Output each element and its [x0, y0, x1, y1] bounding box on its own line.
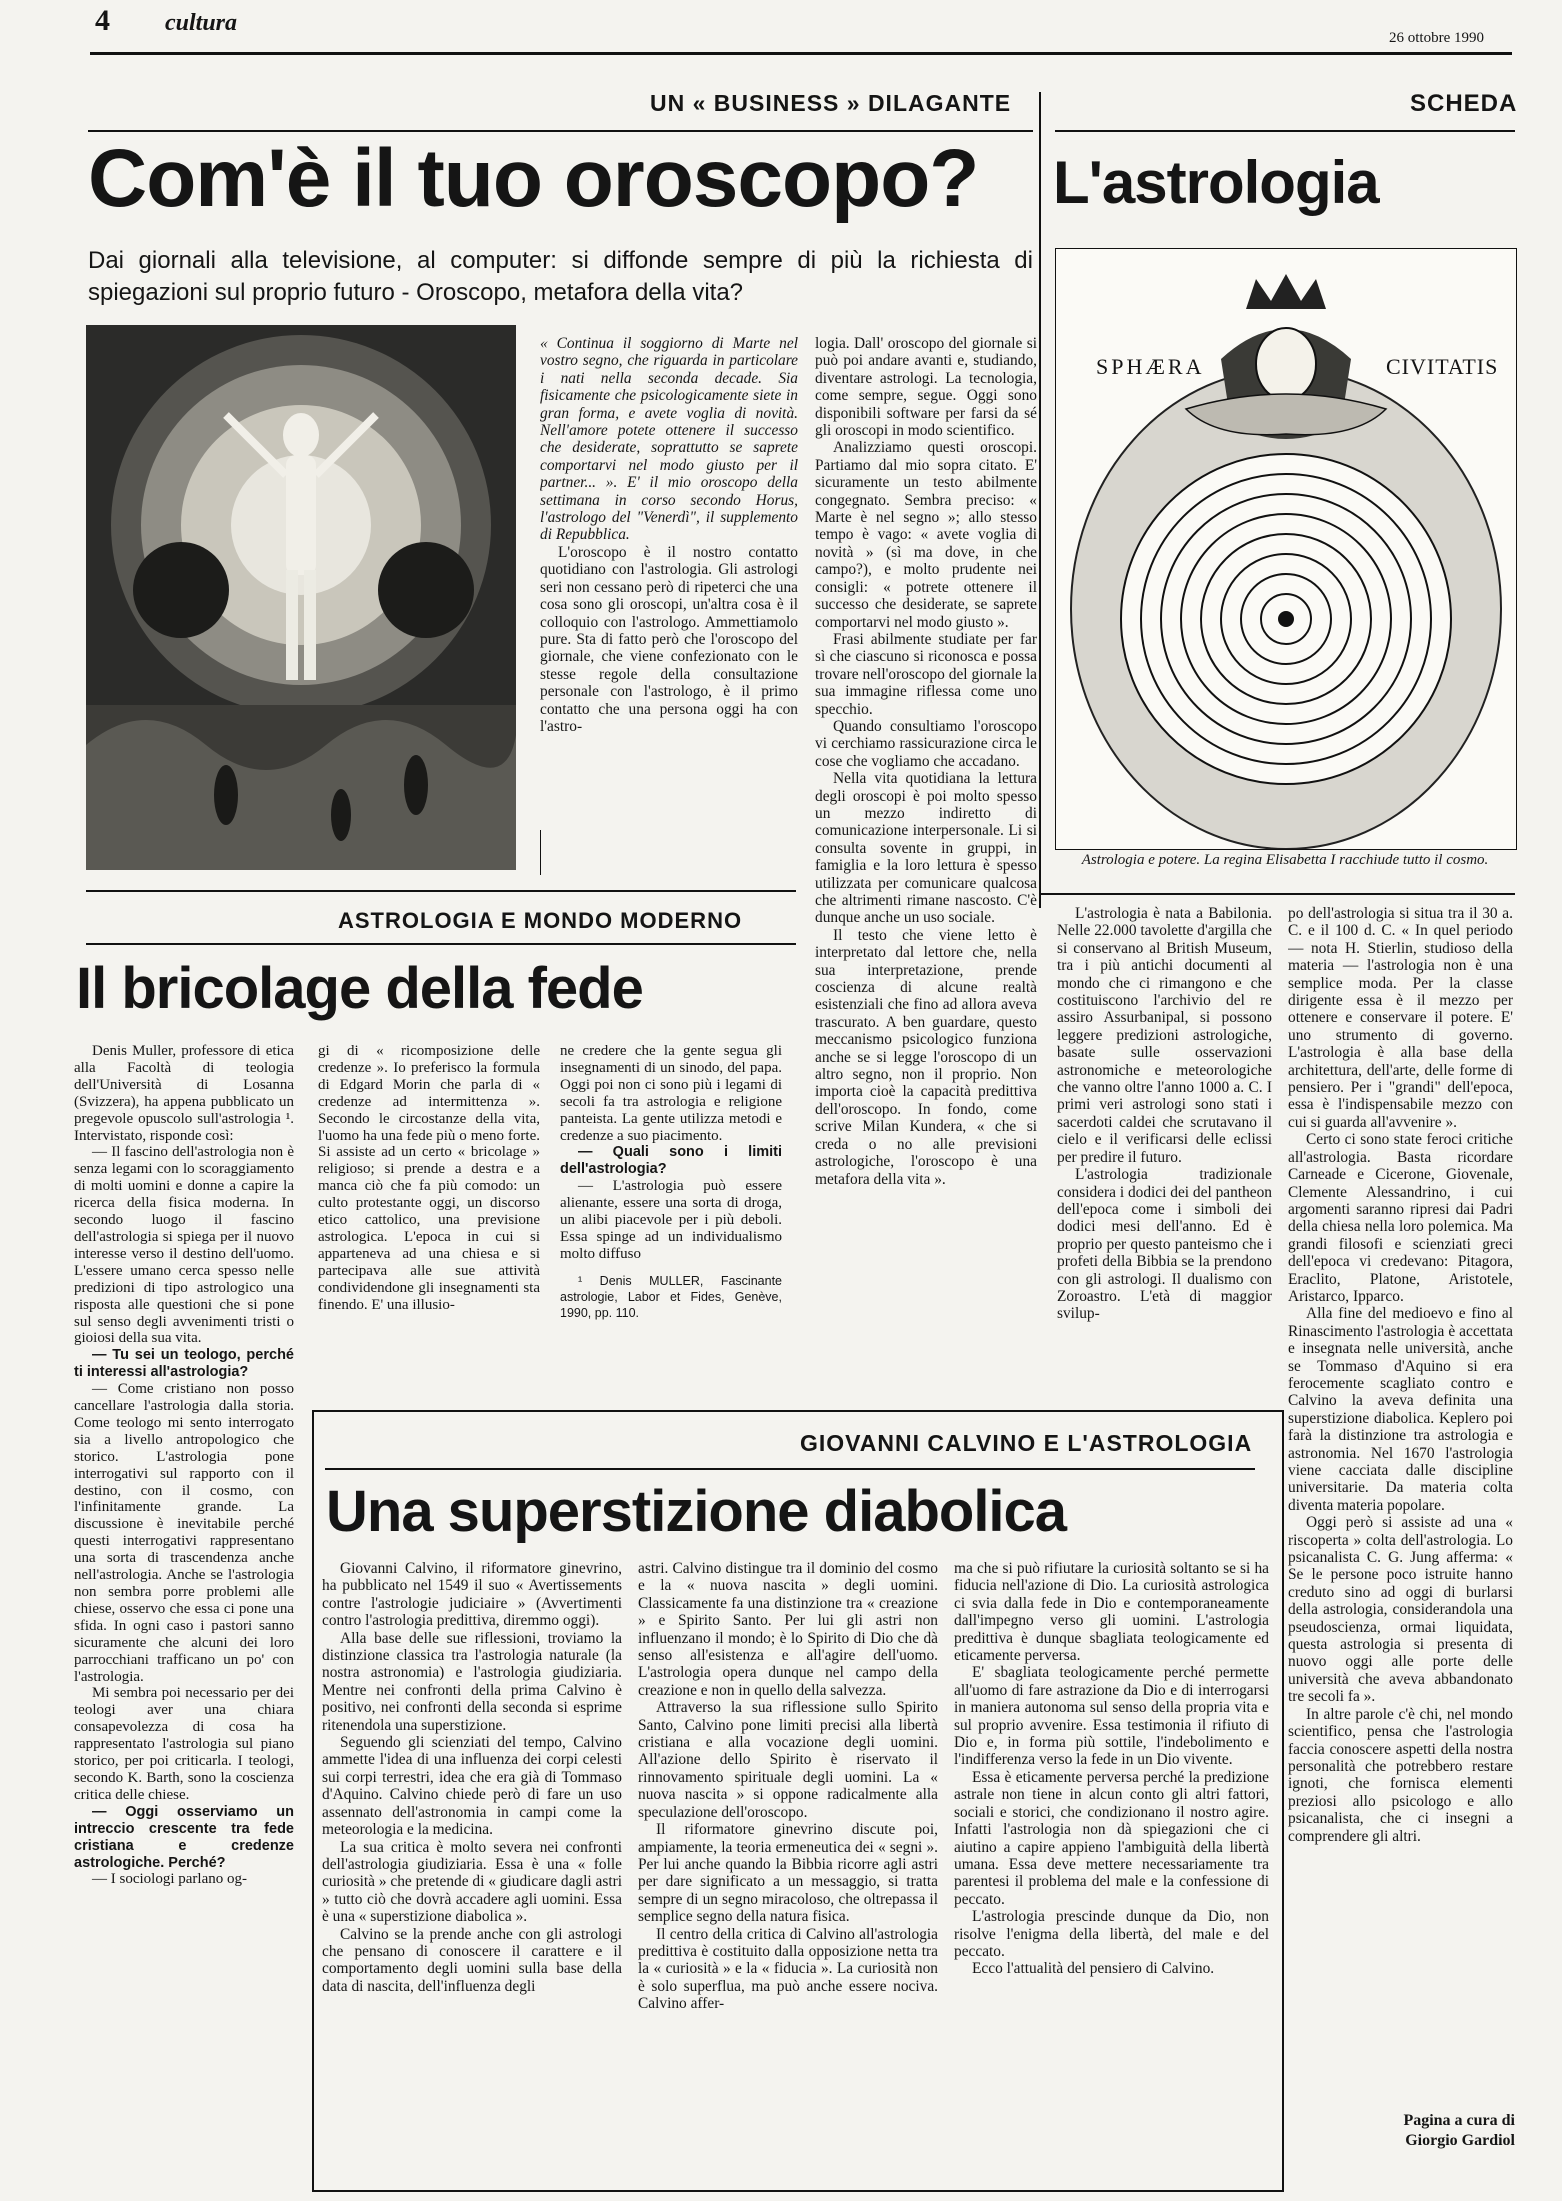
- scheda-col2-para-1: po dell'astrologia si situa tra il 30 a. C. e il 100 d. C. « In quel periodo — nota H. Stierlin, studioso della materia — l'astrologia non è una semplice moda. Per la classe dirigente essa è il mezzo per ottenere e conservare il potere. E' uno strumento di governo. L'astrologia è alla base della architettura, dell'arte, delle forme di pensiero. Per i "grandi" dell'epoca, essa è l'indispensabile mezzo con cui si guarda all'avvenire ».: [1288, 905, 1513, 1131]
- scheda-col2-para-4: Oggi però si assiste ad una « riscoperta » colta dell'astrologia. Lo psicanalista C. G. Jung afferma: « Se le persone poco istruite hanno creduto sino ad oggi di burlarsi della astrologia, considerandola una pseudoscienza, ormai liquidata, questa astrologia si presenta di nuovo oggi alle porte delle università che aveva abbandonato tre secoli fa ».: [1288, 1514, 1513, 1706]
- zodiac-figure-drawing: [86, 325, 516, 870]
- main-col2-para-2: Analizziamo questi oroscopi. Partiamo dal mio sopra citato. E' sicuramente un testo abilmente congegnato. Sembra preciso: « Marte è nel segno »; allo stesso tempo è vago: « avete voglia di novità » (sì ma dove, in che campo?), e molto prudente nei consigli: « potrete ottenere il successo che desiderate, se saprete comportarvi nel modo giusto ».: [815, 439, 1037, 631]
- main-col2-para-5: Nella vita quotidiana la lettura degli oroscopi è poi molto spesso un mezzo indiretto di comunicazione interpersonale. Li si consulta sovente in gruppi, in famiglia e la loro lettura è spesso utilizzata per comunicare qualcosa che altrimenti rimane nascosto. C'è dunque anche un uso sociale.: [815, 770, 1037, 927]
- engraving-caption: Astrologia e potere. La regina Elisabetta I racchiude tutto il cosmo.: [1081, 852, 1489, 868]
- calvino-col3-para-3: Essa è eticamente perversa perché la predizione astrale non tiene in alcun conto gli altri fattori, sociali e storici, che condizionano il nostro agire. Infatti l'astrologia non dà spiegazioni che ci aiutino a capire appieno l'ambiguità della libertà umana. Essa deve mettere necessariamente tra parentesi il problema del male e la confessione di peccato.: [954, 1768, 1269, 1908]
- masthead-rule: [90, 52, 1512, 55]
- calvino-col2-para-1: astri. Calvino distingue tra il dominio del cosmo e la « nuova nascita » degli uomini. Classicamente fa una distinzione tra « creazione » e Spirito Santo. Per lui gli astri non influenzano il mondo; è lo Spirito di Dio che dà senso all'esistenza e all'agire dell'uomo. L'astrologia opera dunque nel campo della creazione e non in quello della salvezza.: [638, 1560, 938, 1699]
- issue-date: 26 ottobre 1990: [1389, 30, 1484, 46]
- engraving-label-left: SPHÆRA: [1096, 354, 1205, 379]
- fede-col1-para-1: Denis Muller, professore di etica alla Facoltà di teologia dell'Università di Losanna (Svizzera), ha appena pubblicato un pregevole opuscolo sull'astrologia ¹. Intervistato, risponde così:: [74, 1043, 294, 1144]
- scheda-col2-para-3: Alla fine del medioevo e fino al Rinascimento l'astrologia è accettata e insegnata nelle università, anche se Tommaso d'Aquino si era ferocemente scagliato contro e Calvino la aveva definita una superstizione diabolica. Keplero poi farà la distinzione tra astrologia e astronomia. Nel 1670 l'astrologia viene cacciata dalle discipline universitarie. Da materia colta diventa materia popolare.: [1288, 1305, 1513, 1514]
- calvino-kicker: GIOVANNI CALVINO E L'ASTROLOGIA: [800, 1430, 1253, 1456]
- scheda-column-1: [1057, 905, 1272, 1405]
- scheda-col2-para-5: In altre parole c'è chi, nel mondo scientifico, pensa che l'astrologia faccia conoscere aspetti della nostra personalità che potrebbero restare ignoti, che fornisca elementi preziosi allo psicologo e allo psicanalista, che ci insegni a comprendere gli altri.: [1288, 1705, 1513, 1845]
- main-column-1: [540, 335, 798, 885]
- calvino-kicker-rule: [325, 1468, 1255, 1470]
- zodiac-illustration: [86, 325, 516, 870]
- calvino-col3-para-2: E' sbagliata teologicamente perché permette all'uomo di fare astrazione da Dio e di interrogarsi in maniera autonoma sul senso della propria vita e sul proprio avvenire. Essa testimonia il rifiuto di Dio e, in forma più sottile, l'indebolimento e l'indifferenza verso la fede in un Dio vivente.: [954, 1664, 1269, 1769]
- fede-col1-para-4: Mi sembra poi necessario per dei teologi aver una chiara consapevolezza di cosa ha rappresentato l'astrologia sul piano storico, per poi criticarla. I teologi, secondo K. Barth, sono la coscienza critica delle chiese.: [74, 1685, 294, 1803]
- scheda-label-rule: [1055, 130, 1515, 132]
- calvino-col2-para-2: Attraverso la sua riflessione sullo Spirito Santo, Calvino pone limiti precisi alla libertà cristiana e alla vocazione degli uomini. All'azione dello Spirito è riservato il rinnovamento spirituale degli uomini. La « nuova nascita » si oppone radicalmente alla speculazione dell'oroscopo.: [638, 1699, 938, 1821]
- fede-col2-para-1: gi di « ricomposizione delle credenze ». Io preferisco la formula di Edgard Morin che parla di « credenze ad intermittenza ». Secondo le circostanze della vita, l'uomo ha una fede più o meno forte. Si assiste ad un certo « bricolage » religioso; si prende a destra e a manca ciò che fa più comodo: un culto protestante oggi, un discorso etico cattolico, una previsione astrologica. L'epoca in cui si apparteneva ad una chiesa e si partecipava alle sue attività condividendone gli insegnamenti sta finendo. E' una illusio-: [318, 1043, 540, 1313]
- fede-kicker-rule: [86, 943, 796, 945]
- calvino-col1-para-3: Seguendo gli scienziati del tempo, Calvino ammette l'idea di una influenza dei corpi celesti sui corpi terrestri, idea che era già di Tommaso d'Aquino. Calvino chiede però di fare un uso assennato dell'astronomia in campi come la meteorologia e la medicina.: [322, 1734, 622, 1839]
- calvino-col1-para-2: Alla base delle sue riflessioni, troviamo la distinzione classica tra l'astrologia naturale (la nostra astronomia) e l'astrologia giudiziaria. Mentre nei confronti della prima Calvino è positivo, nei confronti della seconda si esprime ritenendola una superstizione.: [322, 1629, 622, 1734]
- fede-col1-para-5: — I sociologi parlano og-: [92, 1871, 247, 1888]
- main-col-rule: [540, 830, 541, 875]
- engraving-label-right: CIVITATIS: [1386, 354, 1499, 379]
- calvino-col3-para-4: L'astrologia prescinde dunque da Dio, non risolve l'enigma della libertà, del male e del peccato.: [954, 1908, 1269, 1960]
- fede-question-2: — Oggi osserviamo un intreccio crescente tra fede cristiana e credenze astrologiche. Perché?: [74, 1803, 294, 1871]
- main-col1-para-2: L'oroscopo è il nostro contatto quotidiano con l'astrologia. Gli astrologi seri non cessano però di ripeterci che una cosa sono gli oroscopi, un'altra cosa è il colloquio con l'astrologo. Ammettiamolo pure. Sta di fatto però che l'oroscopo del giornale, che viene confezionato con le stesse regole della consultazione personale con l'astrologo, è il primo contatto che una persona oggi ha con l'astro-: [540, 543, 798, 735]
- main-deck: Dai giornali alla televisione, al computer: si diffonde sempre di più la richiesta di spiegazioni sul proprio futuro - Oroscopo, metafora della vita?: [88, 247, 1033, 306]
- main-col2-para-3: Frasi abilmente studiate per far sì che ciascuno si riconosca e possa trovare nell'oroscopo del giornale la sua immagine riflessa come uno specchio.: [815, 630, 1037, 718]
- fede-column-1: [74, 1043, 294, 2201]
- fede-column-2: [318, 1043, 540, 1383]
- calvino-col2-para-3: Il riformatore ginevrino discute poi, ampiamente, la teoria ermeneutica dei « segni ». Per lui anche quando la Bibbia ricorre agli astri per dare significato a un messaggio, si tratta sempre di un segno miracoloso, che oltrepassa il semplice segno della natura fisica.: [638, 1821, 938, 1926]
- section-name: cultura: [165, 10, 238, 36]
- fede-kicker: ASTROLOGIA E MONDO MODERNO: [338, 908, 743, 933]
- main-column-2: [815, 335, 1037, 1360]
- calvino-column-1: [322, 1560, 622, 2180]
- page-credit-label: Pagina a cura di: [1403, 2112, 1515, 2129]
- calvino-col1-para-5: Calvino se la prende anche con gli astrologi che pensano di conoscere il carattere e il comportamento degli uomini sulla base della data di nascita, dell'influenza degli: [322, 1925, 622, 1995]
- scheda-col2-para-2: Certo ci sono state feroci critiche all'astrologia. Basta ricordare Carneade e Cicerone, Giovenale, Clemente Alessandrino, i cui argomenti saranno ripresi dai Padri della chiesa nella loro polemica. Ma grandi filosofi e scienziati greci dell'epoca vi credevano: Pitagora, Eraclito, Platone, Aristotele, Aristarco, Ipparco.: [1288, 1131, 1513, 1305]
- scheda-column-2: [1288, 905, 1513, 2090]
- scheda-col1-para-1: L'astrologia è nata a Babilonia. Nelle 22.000 tavolette d'argilla che si conservano al British Museum, tra i più antichi documenti al mondo che ci rimangono e che costituiscono l'archivio del re assiro Assurbanipal, si possono leggere predizioni astrologiche, basate sulle osservazioni astronomiche e meteorologiche che vanno oltre l'anno 1000 a. C. I primi veri astrologi sono stati i sacerdoti caldei che scrutavano il cielo e il verificarsi delle eclissi per predire il futuro.: [1057, 905, 1272, 1166]
- fede-question-1: — Tu sei un teologo, perché ti interessi all'astrologia?: [74, 1347, 294, 1381]
- cosmos-engraving-drawing: [1056, 249, 1516, 849]
- scheda-col1-para-2: L'astrologia tradizionale considera i dodici dei del pantheon dell'epoca come i simboli dei dodici mesi dell'anno. Ed è proprio per questo panteismo che i profeti della Bibbia se la prendono con gli astrologi. Il dualismo con Zoroastro. L'età di maggior svilup-: [1057, 1166, 1272, 1323]
- fede-col3-para-2: — L'astrologia può essere alienante, essere una sorta di droga, un alibi piacevole per i più deboli. Essa spinge ad un individualismo molto diffuso: [560, 1178, 782, 1262]
- main-col2-para-4: Quando consultiamo l'oroscopo vi cerchiamo rassicurazione circa le cose che vogliamo che accadano.: [815, 717, 1037, 770]
- calvino-col3-para-5: Ecco l'attualità del pensiero di Calvino.: [972, 1960, 1215, 1978]
- calvino-column-2: [638, 1560, 938, 2180]
- calvino-column-3: [954, 1560, 1269, 2180]
- calvino-title: Una superstizione diabolica: [326, 1479, 1067, 1544]
- fede-question-3: — Quali sono i limiti dell'astrologia?: [560, 1144, 782, 1178]
- page-credit-name: Giorgio Gardiol: [1405, 2132, 1515, 2149]
- main-col2-para-1: logia. Dall' oroscopo del giornale si può poi andare avanti e, studiando, diventare astrologi. La tecnologia, come sempre, segue. Oggi sono disponibili software per farsi da sé gli oroscopi in modo scientifico.: [815, 335, 1037, 440]
- fede-footnote: ¹ Denis MULLER, Fascinante astrologie, Labor et Fides, Genève, 1990, pp. 110.: [560, 1273, 782, 1320]
- elizabeth-engraving: [1055, 248, 1517, 850]
- calvino-col1-para-1: Giovanni Calvino, il riformatore ginevrino, ha pubblicato nel 1549 il suo « Avertissements contre l'astrologie judiciaire » (Avvertimenti contro l'astrologia predittiva, diremmo oggi).: [322, 1560, 622, 1630]
- fede-top-rule: [86, 890, 796, 892]
- calvino-col3-para-1: ma che si può rifiutare la curiosità soltanto se si ha fiducia nell'azione di Dio. La curiosità astrologica ci svia dalla fede in Dio e contemporaneamente dall'impegno verso gli uomini. L'astrologia predittiva è dunque sbagliata teologicamente ed eticamente perversa.: [954, 1560, 1269, 1665]
- main-col1-para-1: « Continua il soggiorno di Marte nel vostro segno, che riguarda in particolare i nati nella seconda decade. Sia fisicamente che psicologicamente siete in gran forma, e avete voglia di novità. Nell'amore potete ottenere il successo che desiderate, soprattutto se saprete comportarvi nel modo giusto per il partner... ». E' il mio oroscopo della settimana in corso secondo Horus, l'astrologo del "Venerdì", il supplemento di Repubblica.: [540, 335, 798, 544]
- scheda-label: SCHEDA: [1410, 90, 1518, 117]
- main-kicker: UN « BUSINESS » DILAGANTE: [650, 90, 1012, 116]
- scheda-caption-rule: [1040, 893, 1515, 895]
- main-title: Com'è il tuo oroscopo?: [88, 133, 979, 224]
- page-number: 4: [95, 4, 110, 37]
- fede-col1-para-3: — Come cristiano non posso cancellare l'astrologia dalla storia. Come teologo mi sento interrogato sia a livello antropologico che storico. L'astrologia pone interrogativi sul rapporto con il destino, con il cosmo, con l'infinitamente grande. La discussione è inevitabile perché questi interrogativi rappresentano una sorta di trascendenza anche nell'astrologia. Anche se l'astrologia non sembra porre problemi alle chiese, osservo che essa ci pone una sfida. In ogni caso i pastori sanno sicuramente che alcuni dei loro parrocchiani trafficano un po' con l'astrologia.: [74, 1381, 294, 1685]
- fede-col3-para-1: ne credere che la gente segua gli insegnamenti di un sinodo, del papa. Oggi poi non ci sono più i legami di secoli fa tra astrologia e religione panteista. La gente utilizza metodi e credenze a suo piacimento.: [560, 1043, 782, 1144]
- main-col2-para-6: Il testo che viene letto è interpretato dal lettore che, nella sua interpretazione, prende coscienza di alcune realtà esistenziali che fino ad allora aveva trascurato. A ben guardare, questo meccanismo psicologico funziona anche se si legge l'oroscopo di un altro segno, non il proprio. Non importa cioè la capacità predittiva dell'oroscopo. In fondo, come scrive Milan Kundera, « che si creda o no alle previsioni astrologiche, l'oroscopo è una metafora della vita ».: [815, 926, 1037, 1188]
- calvino-col2-para-4: Il centro della critica di Calvino all'astrologia predittiva è costituito dalla opposizione netta tra la « curiosità » e la « fiducia ». La curiosità non è solo superflua, ma può anche essere nociva. Calvino affer-: [638, 1925, 938, 2013]
- fede-col1-para-2: — Il fascino dell'astrologia non è senza legami con lo scoraggiamento di molti uomini e donne a capire la ricerca della fisica moderna. In secondo luogo il fascino dell'astrologia si spiega per il nuovo interesse verso il destino dell'uomo. L'essere umano cerca spesso nelle predizioni di tipo astrologico una risposta alle questioni che si pone sul senso degli avvenimenti tristi o gioiosi della sua vita.: [74, 1144, 294, 1347]
- fede-title: Il bricolage della fede: [76, 956, 643, 1021]
- scheda-title: L'astrologia: [1053, 149, 1379, 216]
- fede-column-3: [560, 1043, 782, 1383]
- calvino-col1-para-4: La sua critica è molto severa nei confronti dell'astrologia giudiziaria. Essa è una « folle curiosità » che pretende di « giudicare dagli astri » tutto ciò che dovrà accadere agli uomini. Essa è una « superstizione diabolica ».: [322, 1838, 622, 1926]
- scheda-divider: [1039, 92, 1041, 908]
